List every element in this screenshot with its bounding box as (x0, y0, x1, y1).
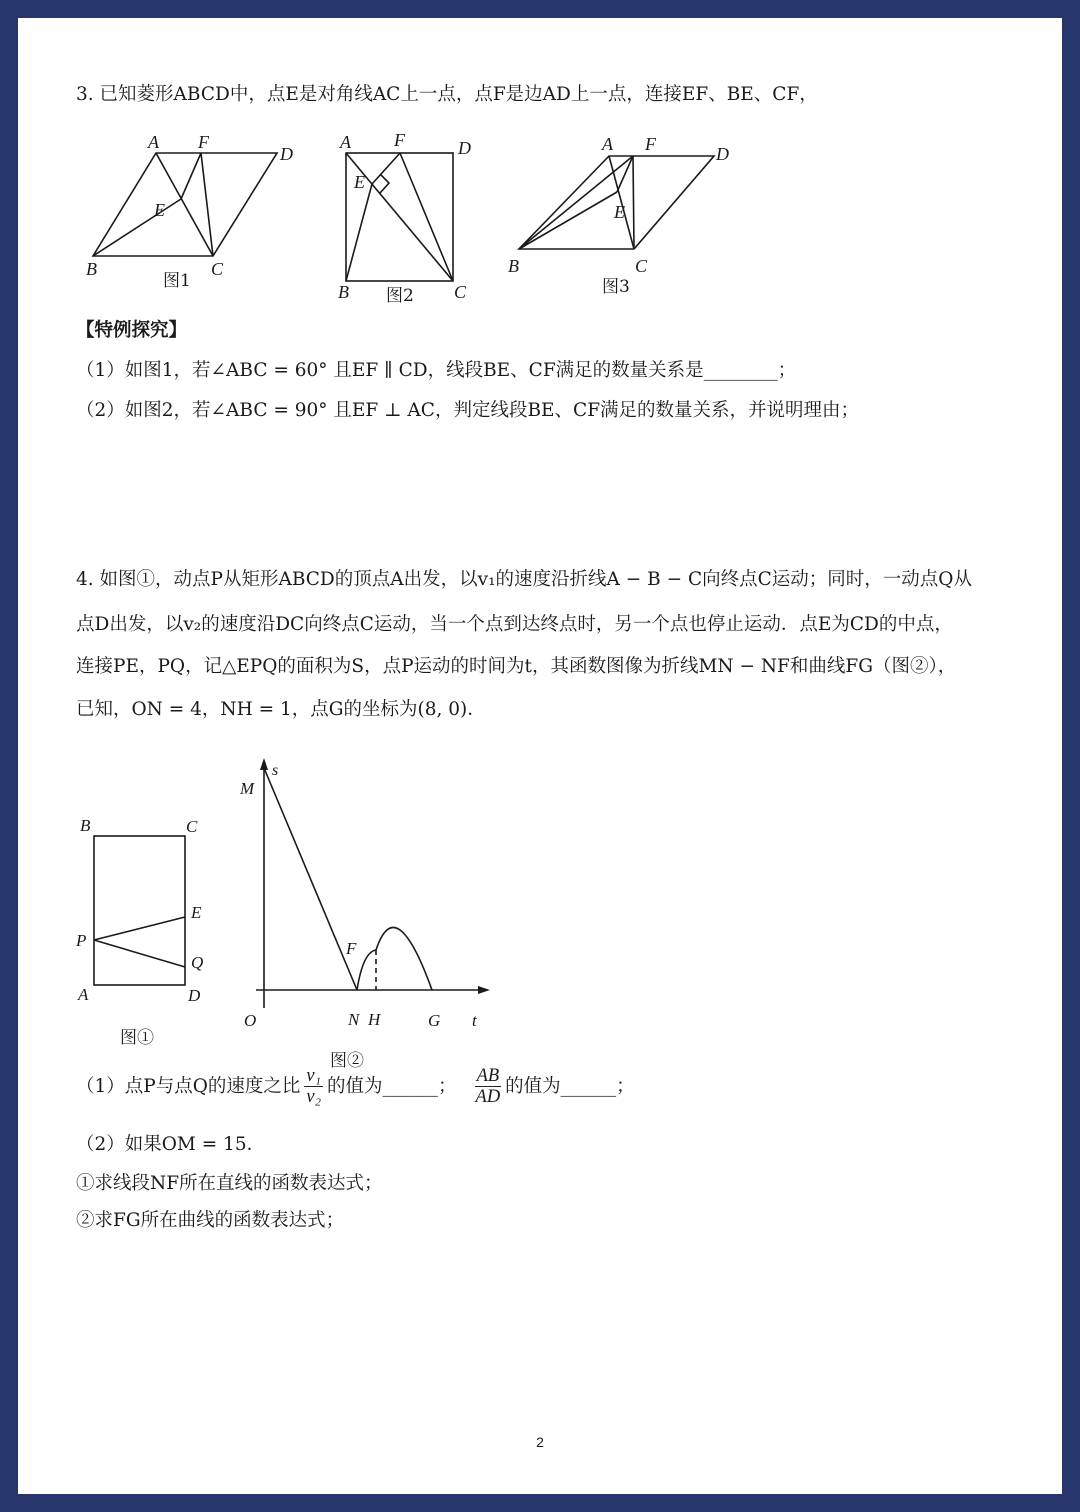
label-B: B (508, 256, 519, 276)
q3-stem: 3. 已知菱形ABCD中，点E是对角线AC上一点，点F是边AD上一点，连接EF、BE、CF， (76, 84, 818, 105)
caption-fig1: 图1 (163, 271, 191, 291)
q4-figure-1 (72, 814, 222, 1054)
q4-line-4: 已知，ON = 4，NH = 1，点G的坐标为(8, 0)． (76, 699, 486, 720)
label-t: t (472, 1011, 477, 1030)
label-D: D (188, 986, 201, 1005)
label-F: F (645, 134, 656, 154)
q4-part-2: （2）如果OM = 15． (76, 1134, 266, 1155)
q4-figure-2 (236, 740, 496, 1071)
worksheet-page (18, 18, 1062, 1494)
q3-section-title: 【特例探究】 (76, 320, 188, 341)
q3-figure-1 (78, 126, 318, 306)
label-C: C (635, 256, 648, 276)
frac-v1: v₁ (306, 1066, 322, 1086)
q4-part-1-end: 的值为______； (505, 1075, 635, 1097)
label-N: N (348, 1010, 360, 1029)
label-H: H (368, 1010, 381, 1029)
label-B: B (338, 282, 349, 302)
label-P: P (76, 931, 87, 950)
label-D: D (458, 138, 471, 158)
q4-part-2-i: ①求线段NF所在直线的函数表达式； (76, 1173, 383, 1194)
label-s: s (272, 762, 279, 779)
q4-line-1: 4. 如图①，动点P从矩形ABCD的顶点A出发，以v₁的速度沿折线A − B − C向终点C运动；同时，一动点Q从 (76, 569, 972, 590)
frac-v2: v₂ (306, 1087, 322, 1108)
label-F: F (346, 939, 357, 958)
label-D: D (280, 144, 293, 164)
q4-part-1 (76, 1066, 635, 1108)
label-F: F (198, 132, 209, 152)
q4-part-1-mid: 的值为______； (327, 1075, 457, 1097)
q4-part-1-lead: （1）点P与点Q的速度之比 (76, 1075, 301, 1097)
label-C: C (186, 817, 198, 836)
label-C: C (454, 282, 467, 302)
frac-AB: AB (476, 1066, 500, 1086)
label-E: E (354, 172, 365, 192)
q4-part-2-ii: ②求FG所在曲线的函数表达式； (76, 1210, 345, 1231)
label-G: G (428, 1011, 441, 1030)
label-A: A (148, 132, 159, 152)
q4-line-3: 连接PE，PQ，记△EPQ的面积为S，点P运动的时间为t，其函数图像为折线MN − NF和曲线FG（图②）， (76, 656, 957, 677)
label-E: E (154, 200, 165, 220)
q3-part-1: （1）如图1，若∠ABC = 60° 且EF ∥ CD，线段BE、CF满足的数量关系是________； (76, 360, 797, 381)
caption-fig1: 图① (120, 1028, 154, 1048)
label-A: A (602, 134, 613, 154)
label-C: C (211, 259, 224, 279)
label-M: M (240, 779, 255, 798)
label-D: D (716, 144, 729, 164)
fraction-v1-v2 (304, 1066, 323, 1108)
q4-line-2: 点D出发，以v₂的速度沿DC向终点C运动，当一个点到达终点时，另一个点也停止运动．点E为CD的中点， (76, 614, 953, 635)
label-Q: Q (191, 953, 204, 972)
label-F: F (394, 130, 405, 150)
label-A: A (78, 985, 89, 1004)
label-O: O (244, 1011, 257, 1030)
frac-AD: AD (475, 1087, 501, 1108)
label-B: B (80, 816, 91, 835)
label-E: E (191, 903, 202, 922)
fraction-ab-ad (475, 1066, 502, 1108)
q3-part-2: （2）如图2，若∠ABC = 90° 且EF ⊥ AC，判定线段BE、CF满足的数量关系，并说明理由； (76, 400, 860, 421)
label-E: E (614, 202, 625, 222)
q3-figure-2 (336, 126, 506, 306)
caption-fig2: 图2 (386, 286, 414, 306)
q3-figure-3 (504, 126, 744, 306)
caption-fig3: 图3 (602, 277, 630, 297)
caption-fig2: 图② (330, 1051, 364, 1071)
label-A: A (340, 132, 351, 152)
page-number: 2 (536, 1434, 544, 1450)
label-B: B (86, 259, 97, 279)
